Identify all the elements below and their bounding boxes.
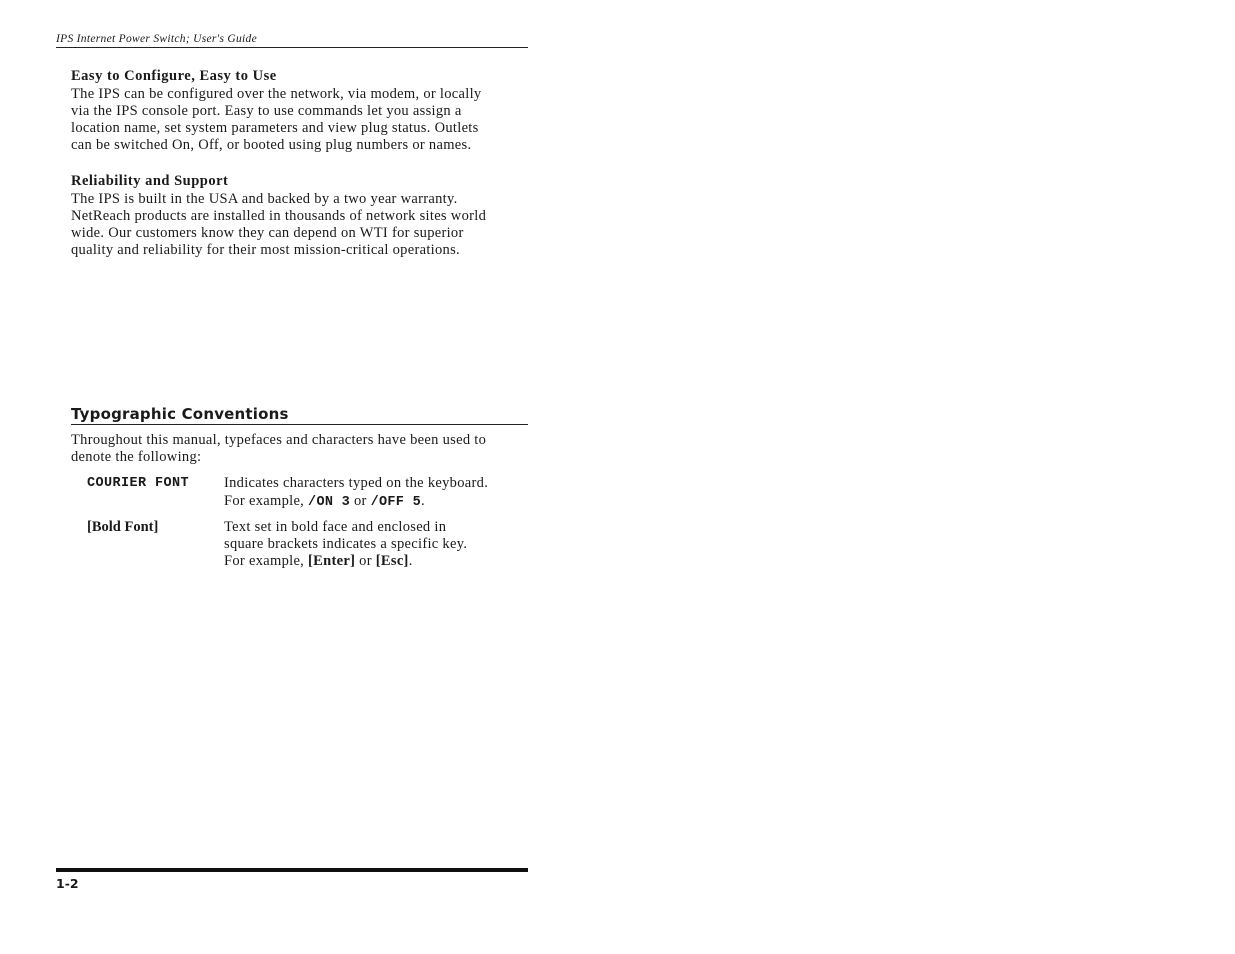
description-line: square brackets indicates a specific key. bbox=[224, 536, 468, 552]
typographic-intro bbox=[71, 432, 528, 466]
paragraph-line: wide. Our customers know they can depend on WTI for superior bbox=[71, 225, 464, 241]
convention-term: [Bold Font] bbox=[87, 519, 159, 535]
running-header bbox=[56, 32, 528, 48]
example-or: or bbox=[355, 553, 376, 569]
section-heading: Reliability and Support bbox=[71, 173, 229, 189]
paragraph-line: denote the following: bbox=[71, 449, 202, 465]
example-line bbox=[224, 493, 528, 511]
paragraph-line: Throughout this manual, typefaces and characters have been used to bbox=[71, 432, 487, 448]
page-number: 1-2 bbox=[56, 876, 79, 891]
description-line: Indicates characters typed on the keyboard. bbox=[224, 475, 489, 491]
convention-description bbox=[224, 519, 528, 570]
footer-rule bbox=[56, 868, 528, 872]
example-suffix: . bbox=[408, 553, 413, 569]
section-paragraph bbox=[71, 191, 528, 259]
paragraph-line: via the IPS console port. Easy to use commands let you assign a bbox=[71, 103, 462, 119]
convention-description bbox=[224, 475, 528, 511]
example-suffix: . bbox=[421, 493, 425, 509]
section-paragraph bbox=[71, 86, 528, 154]
example-key-enter: [Enter] bbox=[308, 553, 356, 569]
typographic-conventions-title: Typographic Conventions bbox=[71, 404, 528, 425]
intro-paragraph bbox=[71, 432, 528, 466]
example-or: or bbox=[350, 493, 371, 509]
paragraph-line: NetReach products are installed in thousands of network sites world bbox=[71, 208, 487, 224]
paragraph-line: The IPS is built in the USA and backed by a two year warranty. bbox=[71, 191, 458, 207]
running-header-title: IPS Internet Power Switch; User's Guide bbox=[56, 33, 258, 45]
convention-term: COURIER FONT bbox=[87, 476, 190, 491]
section-easy-to-configure bbox=[71, 67, 528, 154]
description-line: Text set in bold face and enclosed in bbox=[224, 519, 447, 535]
paragraph-line: quality and reliability for their most mission-critical operations. bbox=[71, 242, 460, 258]
example-prefix: For example, bbox=[224, 553, 309, 569]
example-prefix: For example, bbox=[224, 493, 309, 509]
example-key-esc: [Esc] bbox=[375, 553, 409, 569]
example-command-on: /ON 3 bbox=[308, 495, 351, 510]
paragraph-line: The IPS can be configured over the network, via modem, or locally bbox=[71, 86, 482, 102]
paragraph-line: location name, set system parameters and view plug status. Outlets bbox=[71, 120, 479, 136]
section-heading: Easy to Configure, Easy to Use bbox=[71, 68, 277, 84]
paragraph-line: can be switched On, Off, or booted using plug numbers or names. bbox=[71, 137, 472, 153]
section-reliability-and-support bbox=[71, 172, 528, 259]
example-line bbox=[224, 553, 528, 570]
example-command-off: /OFF 5 bbox=[370, 495, 422, 510]
